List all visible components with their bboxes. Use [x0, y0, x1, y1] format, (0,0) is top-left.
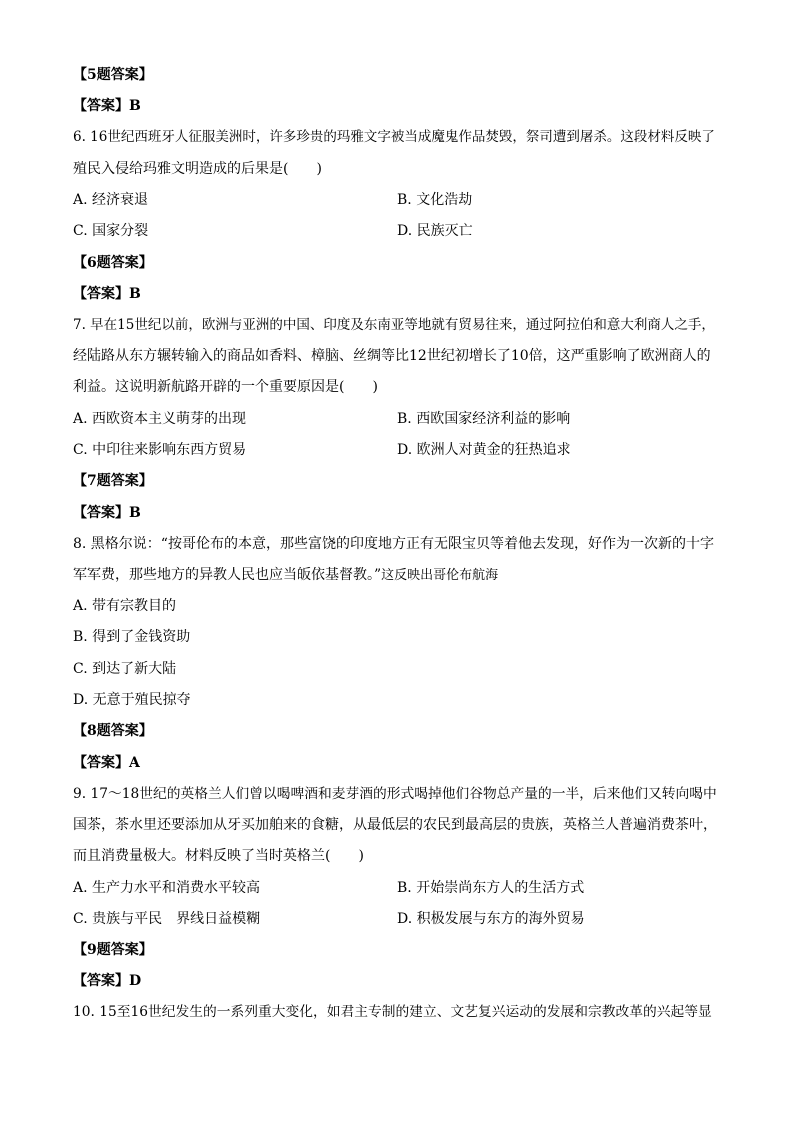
q6-stem-line-2: 殖民入侵给玛雅文明造成的后果是( ): [73, 161, 322, 177]
q8-stem-line-2-quote: 军军费，那些地方的异教人民也应当皈依基督教。”: [73, 567, 382, 583]
q6-stem-line-1: 6. 16世纪西班牙人征服美洲时，许多珍贵的玛雅文字被当成魔鬼作品焚毁，祭司遭到屠杀。这段材料反映了: [73, 129, 715, 145]
q7-option-b: B. 西欧国家经济利益的影响: [397, 411, 571, 427]
q8-stem-line-2: [73, 565, 498, 586]
q6-option-a: A. 经济衰退: [73, 192, 149, 208]
q7-stem-line-1: 7. 早在15世纪以前，欧洲与亚洲的中国、印度及东南亚等地就有贸易往来，通过阿拉伯和意大利商人之手，: [73, 317, 715, 333]
q8-stem-line-2-tail: 这反映出哥伦布航海: [381, 568, 499, 583]
q9-option-a: A. 生产力水平和消费水平较高: [73, 880, 261, 896]
q10-stem-line-1: 10. 15至16世纪发生的一系列重大变化，如君主专制的建立、文艺复兴运动的发展和宗教改革的兴起等显: [73, 1004, 712, 1020]
q8-option-d: D. 无意于殖民掠夺: [73, 692, 191, 708]
q8-option-b: B. 得到了金钱资助: [73, 629, 191, 645]
q9-option-d: D. 积极发展与东方的海外贸易: [397, 911, 585, 927]
q6-section-header: 【6题答案】: [73, 255, 153, 271]
q5-section-header: 【5题答案】: [73, 67, 153, 83]
q6-answer: 【答案】B: [73, 286, 141, 302]
q9-section-header: 【9题答案】: [73, 942, 153, 958]
q9-option-b: B. 开始崇尚东方人的生活方式: [397, 880, 585, 896]
q7-option-c: C. 中印往来影响东西方贸易: [73, 442, 247, 458]
q9-stem-line-3: 而且消费量极大。材料反映了当时英格兰( ): [73, 848, 364, 864]
q8-stem-line-1: 8. 黑格尔说：“按哥伦布的本意，那些富饶的印度地方正有无限宝贝等着他去发现，好作为一次新的十字: [73, 536, 714, 552]
q8-option-a: A. 带有宗教目的: [73, 598, 177, 614]
q9-option-c: C. 贵族与平民 界线日益模糊: [73, 911, 261, 927]
q9-stem-line-1: 9. 17～18世纪的英格兰人们曾以喝啤酒和麦芽酒的形式喝掉他们谷物总产量的一半，后来他们又转向喝中: [73, 786, 717, 802]
q9-stem-line-2: 国茶，茶水里还要添加从牙买加舶来的食糖，从最低层的农民到最高层的贵族，英格兰人普遍消费茶叶，: [73, 817, 717, 833]
q9-answer: 【答案】D: [73, 973, 142, 989]
q8-answer: 【答案】A: [73, 755, 140, 771]
q7-stem-line-2: 经陆路从东方辗转输入的商品如香料、樟脑、丝绸等比12世纪初增长了10倍，这严重影响了欧洲商人的: [73, 348, 711, 364]
q6-option-c: C. 国家分裂: [73, 223, 149, 239]
q7-section-header: 【7题答案】: [73, 473, 153, 489]
q5-answer: 【答案】B: [73, 98, 141, 114]
q6-option-b: B. 文化浩劫: [397, 192, 473, 208]
q6-option-d: D. 民族灭亡: [397, 223, 473, 239]
q8-option-c: C. 到达了新大陆: [73, 661, 177, 677]
q8-section-header: 【8题答案】: [73, 723, 153, 739]
q7-stem-line-3: 利益。这说明新航路开辟的一个重要原因是( ): [73, 379, 378, 395]
q7-option-d: D. 欧洲人对黄金的狂热追求: [397, 442, 571, 458]
q7-option-a: A. 西欧资本主义萌芽的出现: [73, 411, 247, 427]
q7-answer: 【答案】B: [73, 505, 141, 521]
